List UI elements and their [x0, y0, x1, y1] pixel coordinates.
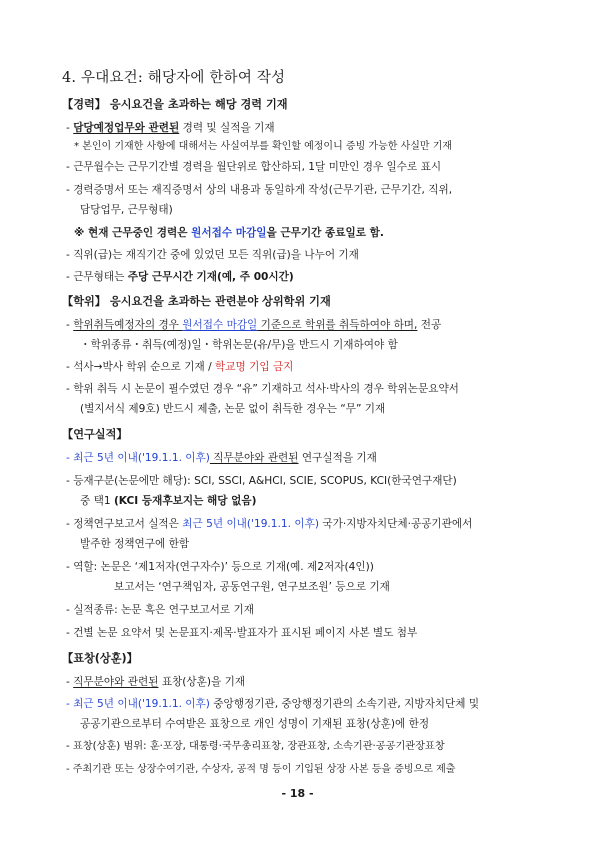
- research-line-9: - 건별 논문 요약서 및 논문표지·제목·발표자가 표시된 페이지 사본 별도 첨부: [66, 627, 418, 639]
- research-l1-a: - 최근 5년 이내('19.1.1. 이후): [66, 452, 210, 464]
- career-line-3: - 근무월수는 근무기간별 경력을 월단위로 합산하되, 1달 미만인 경우 일수로 표시: [66, 161, 442, 173]
- award-l1-c: 표창(상훈)을 기재: [158, 676, 246, 688]
- career-l6-deadline: 원서접수 마감일: [191, 227, 267, 239]
- career-l1-rest: 경력 및 실적을 기재: [179, 122, 275, 134]
- award-l2-b: 중앙행정기관, 중앙행정기관의 소속기관, 지방자치단체 및: [209, 698, 480, 710]
- research-l3-a: 중 택1: [80, 495, 114, 507]
- degree-l1-d: 기준으로 학위를 취득하여야 하며,: [257, 319, 418, 331]
- research-title: 【연구실적】: [62, 428, 128, 441]
- research-l4-c: 국가·지방자치단체·공공기관에서: [318, 518, 473, 530]
- research-line-8: - 실적종류: 논문 혹은 연구보고서로 기재: [66, 604, 254, 616]
- research-line-1: [66, 451, 377, 465]
- award-line-3: 공공기관으로부터 수여받은 표창으로 개인 성명이 기재된 표창(상훈)에 한정: [80, 718, 430, 730]
- award-l2-a: - 최근 5년 이내('19.1.1. 이후): [66, 698, 210, 710]
- award-line-4: - 표창(상훈) 범위: 훈·포장, 대통령·국무총리표창, 장관표창, 소속기관·공공기관장표창: [66, 741, 445, 752]
- degree-title: 【학위】 응시요건을 초과하는 관련분야 상위학위 기재: [62, 295, 331, 308]
- career-l6-c: 을 근무기간 종료일로 함.: [266, 227, 384, 239]
- degree-l3-a: - 석사→박사 학위 순으로 기재 /: [66, 361, 216, 373]
- research-line-5: 발주한 정책연구에 한함: [80, 538, 190, 550]
- research-l1-c: 연구실적을 기재: [298, 452, 377, 464]
- degree-line-4: - 학위 취득 시 논문이 필수였던 경우 “유” 기재하고 석사·박사의 경우 학위논문요약서: [66, 383, 459, 395]
- career-l1-dash: -: [66, 122, 74, 134]
- research-l4-b: 최근 5년 이내('19.1.1. 이후): [182, 518, 319, 530]
- section-heading: 4. 우대요건: 해당자에 한하여 작성: [62, 70, 286, 86]
- award-line-1: [66, 675, 245, 689]
- award-title: 【표창(상훈)】: [62, 652, 138, 665]
- degree-l1-a: -: [66, 319, 74, 331]
- career-title: 【경력】 응시요건을 초과하는 해당 경력 기재: [62, 98, 288, 111]
- research-line-3: [80, 494, 257, 508]
- career-line-5: 담당업무, 근무형태): [80, 204, 173, 216]
- research-l4-a: - 정책연구보고서 실적은: [66, 518, 183, 530]
- award-l1-b: 직무분야와 관련된: [73, 676, 159, 688]
- award-line-5: - 주최기관 또는 상장수여기관, 수상자, 공적 명 등이 기입된 상장 사본 등을 증빙으로 제출: [66, 764, 456, 775]
- career-line-4: - 경력증명서 또는 재직증명서 상의 내용과 동일하게 작성(근무기관, 근무기간, 직위,: [66, 184, 453, 196]
- research-line-7: 보고서는 ‘연구책임자, 공동연구원, 연구보조원’ 등으로 기재: [114, 581, 390, 593]
- degree-line-2: ・학위종류・취득(예정)일・학위논문(유/무)을 반드시 기재하여야 함: [80, 339, 398, 351]
- degree-line-5: (별지서식 제9호) 반드시 제출, 논문 없이 취득한 경우는 “무” 기재: [80, 403, 386, 415]
- research-line-2: - 등재구분(논문에만 해당): SCI, SSCI, A&HCI, SCIE, SCOPUS, KCI(한국연구재단): [66, 475, 457, 487]
- career-line-2: * 본인이 기재한 사항에 대해서는 사실여부를 확인할 예정이니 증빙 가능한 사실만 기재: [74, 141, 453, 152]
- career-line-8: [66, 270, 294, 284]
- degree-l1-b: 학위취득예정자의 경우: [73, 319, 183, 331]
- research-line-6: - 역할: 논문은 ‘제1저자(연구자수)’ 등으로 기재(예. 제2저자(4인)): [66, 561, 374, 573]
- career-line-6: [74, 226, 384, 240]
- career-line-1: [66, 121, 275, 135]
- degree-l3-b: 학교명 기입 금지: [215, 361, 294, 373]
- research-l3-b: (KCI 등재후보지는 해당 없음): [113, 495, 257, 507]
- career-l1-bold: 담당예정업무와 관련된: [73, 122, 180, 134]
- research-line-4: [66, 517, 472, 531]
- career-l6-a: ※ 현재 근무중인 경력은: [74, 227, 192, 239]
- degree-line-3: [66, 360, 293, 374]
- degree-l1-e: 전공: [417, 319, 442, 331]
- career-line-7: - 직위(급)는 재직기간 중에 있었던 모든 직위(급)을 나누어 기재: [66, 249, 359, 261]
- page-number: - 18 -: [281, 787, 314, 800]
- career-l8-a: - 근무형태는: [66, 271, 128, 283]
- degree-line-1: [66, 318, 441, 332]
- award-l1-a: -: [66, 676, 74, 688]
- degree-l1-deadline: 원서접수 마감일: [182, 319, 258, 331]
- award-line-2: [66, 697, 479, 711]
- career-l8-b: 주당 근무시간 기재(예, 주 00시간): [127, 271, 294, 283]
- research-l1-b: 직무분야와 관련된: [209, 452, 299, 464]
